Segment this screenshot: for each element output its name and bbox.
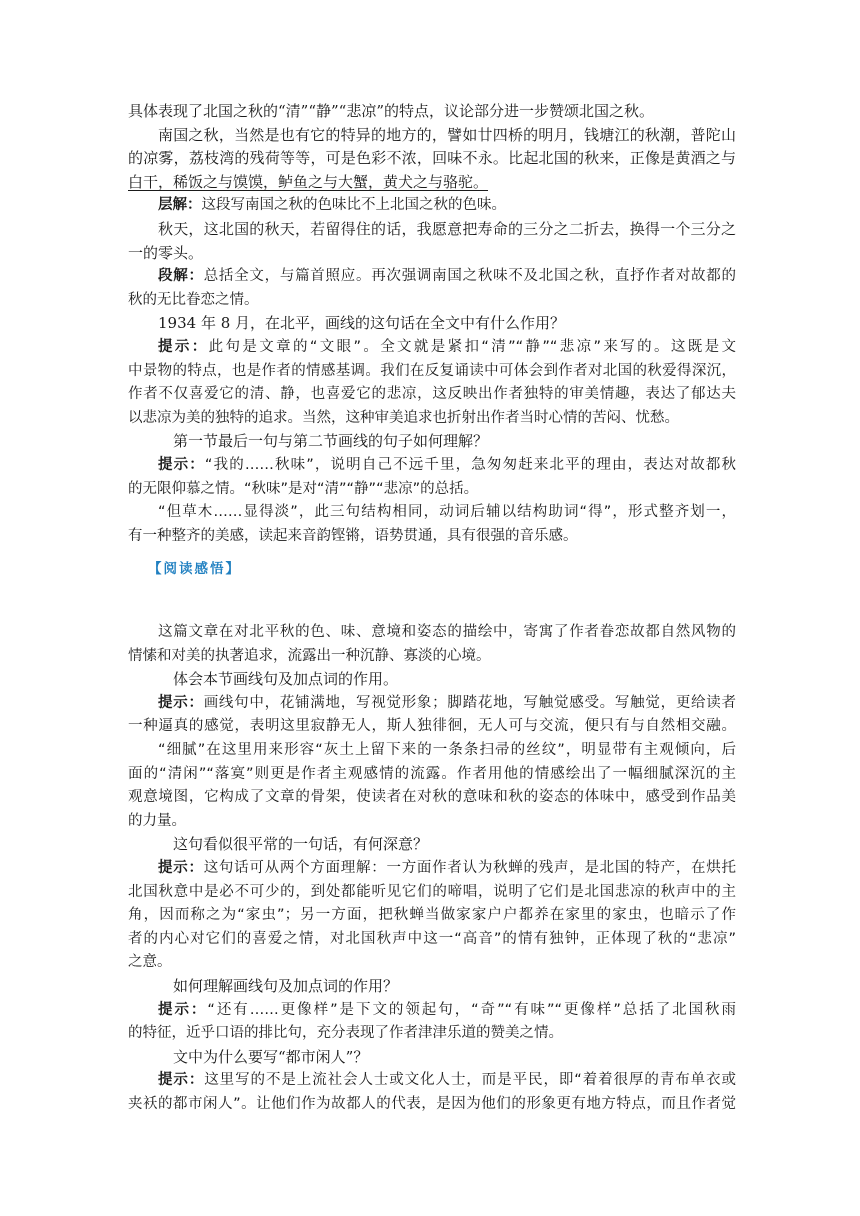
text-line <box>128 786 736 810</box>
text-line <box>128 147 736 171</box>
text-line <box>128 904 736 928</box>
text-line <box>128 171 736 195</box>
line-text: “我的……秋味”，说明自己不远千里，急匆匆赶来北平的理由，表达对故都秋 <box>204 456 736 473</box>
line-text: 秋的无比眷恋之情。 <box>128 291 259 308</box>
text-line <box>128 715 736 739</box>
line-text: 之意。 <box>128 954 172 971</box>
text-line <box>128 501 736 525</box>
hint-label: 提示： <box>158 456 205 473</box>
text-line <box>128 668 736 692</box>
line-text: 这篇文章在对北平秋的色、味、意境和姿态的描绘中，寄寓了作者眷恋故都自然风物的 <box>158 624 736 640</box>
text-line <box>128 336 736 360</box>
line-text: 一的零头。 <box>128 243 204 262</box>
line-text: 一种逼真的感觉，表明这里寂静无人，斯人独徘徊，无人可与交流，便只有与自然相交融。 <box>128 718 736 735</box>
text-line <box>128 928 736 952</box>
line-text: 这句看似很平常的一句话，有何深意？ <box>173 835 429 854</box>
text-line <box>128 478 736 502</box>
hint-label: 提示： <box>158 338 209 355</box>
text-line <box>128 430 736 454</box>
text-line <box>128 881 736 905</box>
hint-label: 段解： <box>158 268 204 285</box>
text-line <box>128 692 736 716</box>
line-text: 第一节最后一句与第二节画线的句子如何理解？ <box>173 432 489 451</box>
line-text: 者的内心对它们的喜爱之情，对北国秋声中这一“高音”的情有独钟，正体现了秋的“悲凉” <box>128 930 736 947</box>
line-text: 情愫和对美的执著追求，流露出一种沉静、寡淡的心境。 <box>128 647 491 664</box>
hint-label: 提示： <box>158 1072 205 1089</box>
text-line <box>128 194 736 218</box>
line-text: 文中为什么要写“都市闲人”？ <box>173 1047 369 1066</box>
text-line <box>128 312 736 336</box>
line-text: 这句话可从两个方面理解：一方面作者认为秋蝉的残声，是北国的特产，在烘托 <box>203 859 736 876</box>
text-line <box>128 1069 736 1093</box>
hint-label: 提示： <box>158 859 204 876</box>
text-line <box>128 739 736 763</box>
text-line <box>128 951 736 975</box>
line-text: 1934 年 8 月，在北平，画线的这句话在全文中有什么作用？ <box>158 314 566 333</box>
line-text: 体会本节画线句及加点词的作用。 <box>173 670 399 689</box>
line-text: 中景物的特点，也是作者的情感基调。我们在反复诵读中可体会到作者对北国的秋爱得深沉， <box>128 362 736 379</box>
line-text: 作者不仅喜爱它的清、静，也喜爱它的悲凉，这反映出作者独特的审美情趣，表达了郁达夫 <box>128 386 736 403</box>
text-line <box>128 857 736 881</box>
line-text: 白干，稀饭之与馍馍，鲈鱼之与大蟹，黄犬之与骆驼。 <box>128 172 489 191</box>
line-text: “细腻”在这里用来形容“灰土上留下来的一条条扫帚的丝纹”，明显带有主观倾向，后 <box>158 741 736 758</box>
text-line <box>128 763 736 787</box>
text-line <box>128 407 736 431</box>
text-line <box>128 383 736 407</box>
line-text: 的特征，近乎口语的排比句，充分表现了作者津津乐道的赞美之情。 <box>128 1025 563 1042</box>
document-part-1 <box>128 100 736 548</box>
line-text: 此句是文章的“文眼”。全文就是紧扣“清”“静”“悲凉”来写的。这既是文 <box>208 338 736 355</box>
line-text: 这段写南国之秋的色味比不上北国之秋的色味。 <box>201 197 506 214</box>
text-line <box>128 218 736 242</box>
text-line <box>128 525 736 549</box>
line-text: 秋天，这北国的秋天，若留得住的话，我愿意把寿命的三分之二折去，换得一个三分之 <box>158 219 736 238</box>
line-text: 画线句中，花铺满地，写视觉形象；脚踏花地，写触觉感受。写触觉，更给读者 <box>203 694 736 711</box>
text-line <box>128 100 736 124</box>
text-line <box>128 999 736 1023</box>
line-text: 南国之秋，当然是也有它的特异的地方的，譬如廿四桥的明月，钱塘江的秋潮，普陀山 <box>158 125 736 144</box>
line-text: 这里写的不是上流社会人士或文化人士，而是平民，即“着着很厚的青布单衣或 <box>204 1072 736 1089</box>
line-text: 的力量。 <box>128 812 186 829</box>
line-text: 面的“清闲”“落寞”则更是作者主观感情的流露。作者用他的情感绘出了一幅细腻深沉的主 <box>128 765 736 782</box>
line-text: 有一种整齐的美感，读起来音韵铿锵，语势贯通，具有很强的音乐感。 <box>128 527 578 544</box>
text-line <box>128 621 736 645</box>
text-line <box>128 1046 736 1070</box>
text-line <box>128 242 736 266</box>
text-line <box>128 975 736 999</box>
hint-label: 层解： <box>158 197 202 214</box>
text-line <box>128 454 736 478</box>
line-text: 角，因而称之为“家虫”；另一方面，把秋蝉当做家家户户都养在家里的家虫，也暗示了作 <box>128 907 736 924</box>
text-line <box>128 265 736 289</box>
line-text: 具体表现了北国之秋的“清”“静”“悲凉”的特点，议论部分进一步赞颂北国之秋。 <box>128 102 655 120</box>
text-line <box>128 645 736 669</box>
line-text: “还有……更像样”是下文的领起句，“奇”“有味”“更像样”总括了北国秋雨 <box>207 1001 736 1018</box>
text-line <box>128 833 736 857</box>
hint-label: 提示： <box>158 1001 208 1018</box>
text-line <box>128 124 736 148</box>
line-text: 北国秋意中是必不可少的，到处都能听见它们的啼唱，说明了它们是北国悲凉的秋声中的主 <box>128 883 736 900</box>
line-text: 如何理解画线句及加点词的作用？ <box>173 976 399 995</box>
text-line <box>128 360 736 384</box>
line-text: 以悲凉为美的独特的追求。当然，这种审美追求也折射出作者当时心情的苦闷、忧愁。 <box>128 409 679 426</box>
line-text: 夹袄的都市闲人”。让他们作为故都人的代表，是因为他们的形象更有地方特点，而且作者觉 <box>128 1095 736 1112</box>
text-line <box>128 1093 736 1117</box>
section-title-reading-reflection: 【阅读感悟】 <box>148 561 241 577</box>
line-text: 的无限仰慕之情。“秋味”是对“清”“静”“悲凉”的总括。 <box>128 480 479 497</box>
text-line <box>128 289 736 313</box>
line-text: “但草木……显得淡”，此三句结构相同，动词后辅以结构助词“得”，形式整齐划一， <box>158 504 736 521</box>
line-text: 总括全文，与篇首照应。再次强调南国之秋味不及北国之秋，直抒作者对故都的 <box>203 268 736 285</box>
line-text: 的凉雾，荔枝湾的残荷等等，可是色彩不浓，回味不永。比起北国的秋来，正像是黄酒之与 <box>128 149 736 168</box>
document-part-2 <box>128 621 736 1116</box>
text-line <box>128 810 736 834</box>
text-line <box>128 1022 736 1046</box>
line-text: 观意境图，它构成了文章的骨架，使读者在对秋的意味和秋的姿态的体味中，感受到作品美 <box>128 789 736 806</box>
hint-label: 提示： <box>158 694 204 711</box>
